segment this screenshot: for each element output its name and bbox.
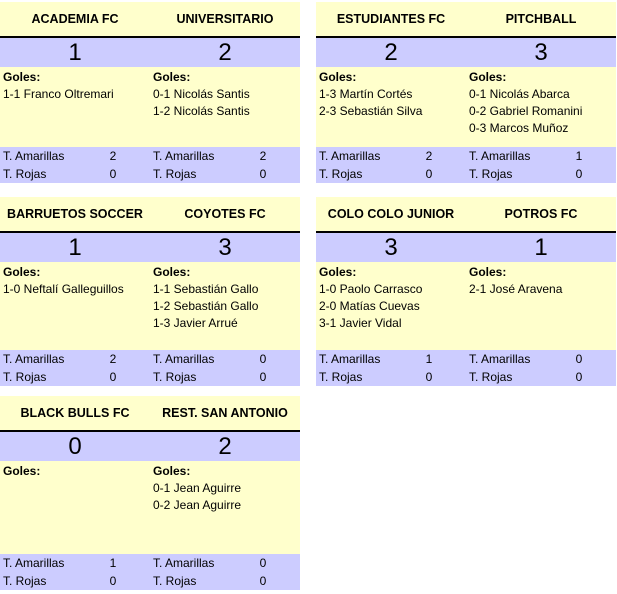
away-yellow-cards-count: 0	[575, 352, 583, 366]
yellow-cards-row	[0, 147, 300, 165]
home-team-name: ESTUDIANTES FC	[336, 12, 446, 26]
yellow-cards-label: T. Amarillas	[319, 149, 381, 163]
match-scores	[0, 231, 300, 262]
goals-label: Goles:	[153, 464, 191, 478]
match-scores	[0, 36, 300, 67]
away-score: 3	[534, 39, 548, 66]
red-cards-label: T. Rojas	[469, 167, 513, 181]
yellow-cards-label: T. Amarillas	[319, 352, 381, 366]
yellow-cards-label: T. Amarillas	[469, 352, 531, 366]
goals-label: Goles:	[469, 70, 507, 84]
home-goals	[0, 262, 150, 298]
goal-entry: 1-0 Neftalí Galleguillos	[3, 282, 124, 296]
goal-entry: 1-2 Nicolás Santis	[153, 104, 250, 118]
home-score: 0	[68, 433, 82, 460]
goal-entry: 0-2 Jean Aguirre	[153, 498, 242, 512]
red-cards-row	[316, 165, 616, 183]
match-teams	[0, 2, 300, 36]
match-teams	[316, 2, 616, 36]
away-team-name: PITCHBALL	[505, 12, 577, 26]
match-card	[316, 197, 616, 386]
away-goals	[466, 67, 616, 137]
away-red-cards-count: 0	[575, 370, 583, 384]
yellow-cards-label: T. Amarillas	[469, 149, 531, 163]
goals-label: Goles:	[319, 265, 357, 279]
yellow-cards-label: T. Amarillas	[3, 149, 65, 163]
home-yellow-cards-count: 2	[109, 149, 117, 163]
home-score: 1	[68, 234, 82, 261]
goals-label: Goles:	[319, 70, 357, 84]
away-red-cards-count: 0	[575, 167, 583, 181]
home-team-name: BLACK BULLS FC	[20, 406, 130, 420]
red-cards-label: T. Rojas	[3, 370, 47, 384]
goal-entry: 1-3 Martín Cortés	[319, 87, 413, 101]
home-red-cards-count: 0	[109, 167, 117, 181]
home-goals	[0, 461, 150, 480]
away-red-cards-count: 0	[259, 370, 267, 384]
away-score: 2	[218, 433, 232, 460]
goals-section	[316, 262, 616, 350]
red-cards-label: T. Rojas	[153, 574, 197, 588]
home-red-cards-count: 0	[109, 370, 117, 384]
red-cards-label: T. Rojas	[153, 370, 197, 384]
away-goals	[150, 67, 300, 120]
away-yellow-cards-count: 0	[259, 352, 267, 366]
cards-section	[316, 147, 616, 183]
away-goals	[150, 262, 300, 332]
away-yellow-cards-count: 2	[259, 149, 267, 163]
match-scores	[316, 36, 616, 67]
away-score: 2	[218, 39, 232, 66]
goal-entry: 0-2 Gabriel Romanini	[469, 104, 583, 118]
match-teams	[0, 197, 300, 231]
goal-entry: 0-1 Jean Aguirre	[153, 481, 242, 495]
yellow-cards-row	[316, 147, 616, 165]
home-team-name: BARRUETOS SOCCER	[7, 207, 143, 221]
home-yellow-cards-count: 1	[425, 352, 433, 366]
red-cards-label: T. Rojas	[319, 167, 363, 181]
away-team-name: POTROS FC	[504, 207, 578, 221]
red-cards-label: T. Rojas	[319, 370, 363, 384]
home-goals	[316, 67, 466, 120]
red-cards-row	[0, 165, 300, 183]
match-teams	[0, 396, 300, 430]
goal-entry: 1-3 Javier Arrué	[153, 316, 238, 330]
goals-section	[0, 67, 300, 147]
goals-label: Goles:	[3, 464, 41, 478]
goal-entry: 2-3 Sebastián Silva	[319, 104, 423, 118]
goal-entry: 3-1 Javier Vidal	[319, 316, 402, 330]
goal-entry: 2-1 José Aravena	[469, 282, 563, 296]
home-red-cards-count: 0	[109, 574, 117, 588]
home-goals	[316, 262, 466, 332]
cards-section	[316, 350, 616, 386]
yellow-cards-label: T. Amarillas	[153, 352, 215, 366]
home-team-name: ACADEMIA FC	[31, 12, 119, 26]
match-card	[0, 197, 300, 386]
away-team-name: REST. SAN ANTONIO	[162, 406, 288, 420]
red-cards-label: T. Rojas	[3, 167, 47, 181]
goal-entry: 1-2 Sebastián Gallo	[153, 299, 259, 313]
home-yellow-cards-count: 1	[109, 556, 117, 570]
goal-entry: 1-1 Franco Oltremari	[3, 87, 114, 101]
away-team-name: COYOTES FC	[184, 207, 266, 221]
match-card	[316, 2, 616, 183]
goals-section	[316, 67, 616, 147]
red-cards-label: T. Rojas	[3, 574, 47, 588]
goals-section	[0, 262, 300, 350]
goals-label: Goles:	[153, 70, 191, 84]
yellow-cards-label: T. Amarillas	[153, 556, 215, 570]
cards-section	[0, 147, 300, 183]
yellow-cards-label: T. Amarillas	[153, 149, 215, 163]
yellow-cards-row	[0, 554, 300, 572]
away-goals	[466, 262, 616, 298]
goal-entry: 1-0 Paolo Carrasco	[319, 282, 423, 296]
home-red-cards-count: 0	[425, 167, 433, 181]
home-red-cards-count: 0	[425, 370, 433, 384]
red-cards-label: T. Rojas	[469, 370, 513, 384]
home-score: 2	[384, 39, 398, 66]
cards-section	[0, 350, 300, 386]
home-score: 1	[68, 39, 82, 66]
red-cards-label: T. Rojas	[153, 167, 197, 181]
home-goals	[0, 67, 150, 103]
match-teams	[316, 197, 616, 231]
away-red-cards-count: 0	[259, 167, 267, 181]
home-score: 3	[384, 234, 398, 261]
goals-label: Goles:	[3, 70, 41, 84]
goals-section	[0, 461, 300, 554]
home-team-name: COLO COLO JUNIOR	[327, 207, 455, 221]
away-score: 3	[218, 234, 232, 261]
red-cards-row	[316, 368, 616, 386]
match-scores	[0, 430, 300, 461]
red-cards-row	[0, 572, 300, 590]
away-yellow-cards-count: 0	[259, 556, 267, 570]
yellow-cards-row	[316, 350, 616, 368]
goal-entry: 0-1 Nicolás Santis	[153, 87, 250, 101]
home-yellow-cards-count: 2	[425, 149, 433, 163]
goal-entry: 1-1 Sebastián Gallo	[153, 282, 259, 296]
goals-label: Goles:	[469, 265, 507, 279]
cards-section	[0, 554, 300, 590]
match-card	[0, 2, 300, 183]
goal-entry: 2-0 Matías Cuevas	[319, 299, 420, 313]
away-goals	[150, 461, 300, 514]
red-cards-row	[0, 368, 300, 386]
goals-label: Goles:	[3, 265, 41, 279]
away-yellow-cards-count: 1	[575, 149, 583, 163]
yellow-cards-label: T. Amarillas	[3, 556, 65, 570]
away-score: 1	[534, 234, 548, 261]
away-team-name: UNIVERSITARIO	[176, 12, 274, 26]
match-scores	[316, 231, 616, 262]
yellow-cards-label: T. Amarillas	[3, 352, 65, 366]
match-card	[0, 396, 300, 590]
home-yellow-cards-count: 2	[109, 352, 117, 366]
goal-entry: 0-3 Marcos Muñoz	[469, 121, 569, 135]
away-red-cards-count: 0	[259, 574, 267, 588]
goal-entry: 0-1 Nicolás Abarca	[469, 87, 570, 101]
yellow-cards-row	[0, 350, 300, 368]
goals-label: Goles:	[153, 265, 191, 279]
